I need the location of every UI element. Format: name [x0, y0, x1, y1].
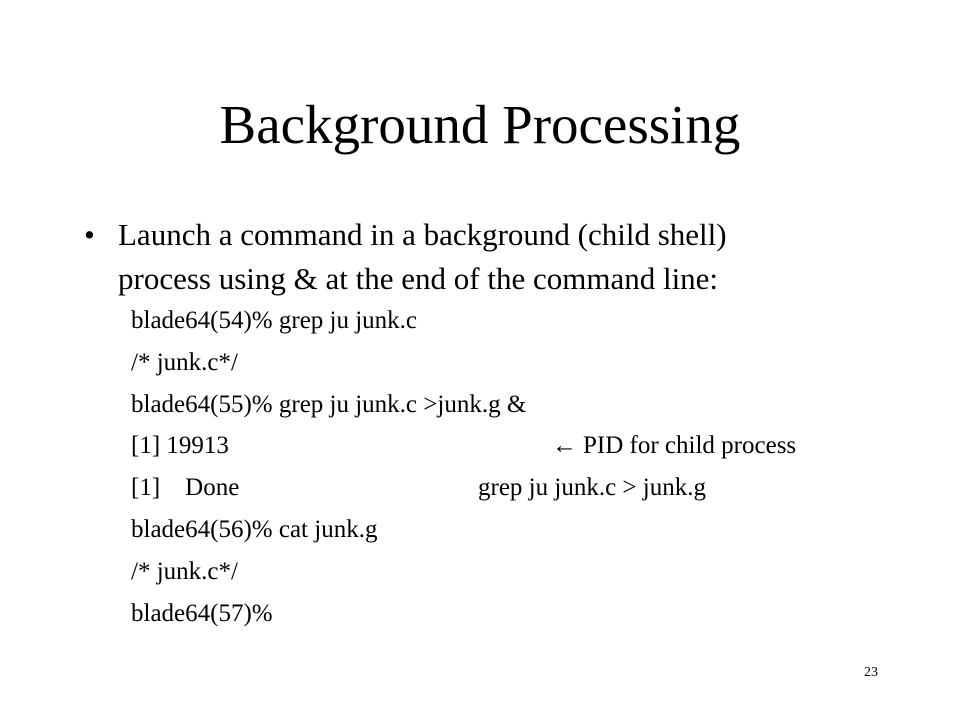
terminal-line-6: blade64(56)% cat junk.g: [131, 516, 378, 543]
pid-annotation: [552, 431, 796, 461]
bullet-text-line-2: process using & at the end of the command line:: [118, 261, 719, 296]
bullet-text: [118, 213, 727, 301]
terminal-line-5-command: grep ju junk.c > junk.g: [478, 474, 706, 501]
pid-annotation-text: PID for child process: [583, 432, 797, 459]
terminal-line-7: /* junk.c*/: [131, 558, 238, 585]
terminal-line-3: blade64(55)% grep ju junk.c >junk.g &: [131, 391, 527, 418]
bullet-text-line-1: Launch a command in a background (child shell): [118, 217, 727, 252]
slide-title: Background Processing: [219, 94, 741, 155]
terminal-line-1: blade64(54)% grep ju junk.c: [131, 307, 418, 334]
terminal-line-4: [1] 19913: [131, 432, 229, 459]
terminal-line-2: /* junk.c*/: [131, 349, 238, 376]
page-number: 23: [864, 665, 878, 680]
terminal-line-8: blade64(57)%: [131, 600, 273, 627]
terminal-line-5: [1] Done: [131, 474, 240, 501]
bullet-marker: •: [84, 217, 95, 252]
left-arrow-icon: ←: [552, 432, 577, 459]
